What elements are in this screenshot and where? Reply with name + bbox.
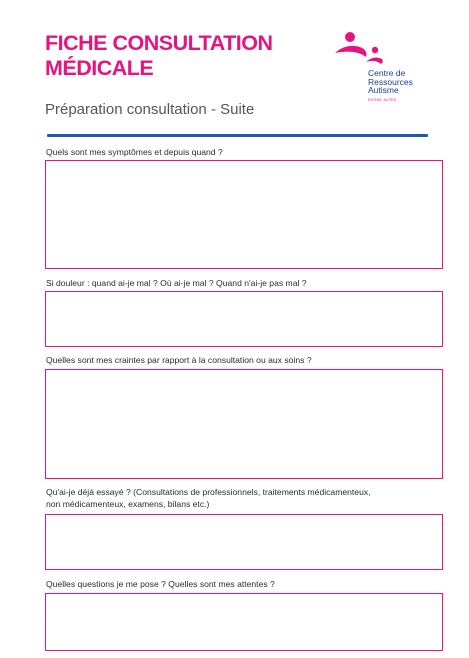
question-line: Quelles questions je me pose ? Quelles sont mes attentes ? (46, 579, 275, 589)
answer-field-pain[interactable] (45, 291, 443, 347)
question-line: Qu'ai-je déjà essayé ? (Consultations de professionnels, traitements médicamenteux, (46, 487, 371, 497)
answer-field-expectations[interactable] (45, 593, 443, 651)
logo-figures-icon (334, 31, 444, 71)
answer-field-fears[interactable] (45, 369, 443, 479)
logo-wordmark (368, 69, 413, 95)
question-line: Quels sont mes symptômes et depuis quand ? (46, 147, 223, 157)
title-line-1: FICHE CONSULTATION (45, 31, 273, 55)
question-pain (46, 277, 446, 289)
logo-region: RHÔNE-ALPES (368, 98, 397, 102)
question-tried (46, 486, 446, 510)
document-title (45, 31, 295, 81)
logo-line-1: Centre de (368, 68, 406, 78)
question-fears (46, 354, 446, 366)
answer-field-tried[interactable] (45, 514, 443, 570)
logo-line-3: Autisme (368, 85, 399, 95)
answer-field-symptoms[interactable] (45, 160, 443, 269)
question-line: Si douleur : quand ai-je mal ? Où ai-je mal ? Quand n'ai-je pas mal ? (46, 278, 307, 288)
title-line-2: MÉDICALE (45, 56, 154, 80)
question-expectations (46, 578, 446, 590)
header-divider (47, 134, 428, 137)
page-subtitle: Préparation consultation - Suite (45, 101, 255, 118)
question-line: non médicamenteux, examens, bilans etc.) (46, 499, 210, 509)
question-symptoms (46, 146, 446, 158)
logo-line-2: Ressources (368, 76, 413, 87)
cra-logo (334, 31, 444, 105)
question-line: Quelles sont mes craintes par rapport à la consultation ou aux soins ? (46, 355, 312, 365)
